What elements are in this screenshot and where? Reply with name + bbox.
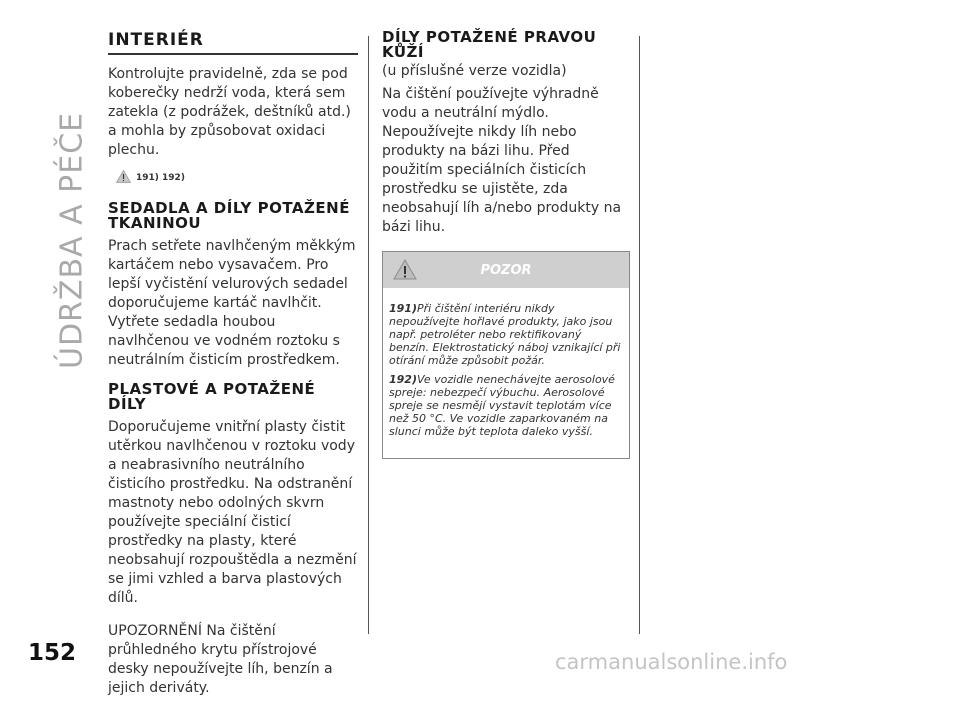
footer-watermark: carmanualsonline.info <box>555 650 788 674</box>
intro-paragraph: Kontrolujte pravidelně, zda se pod koberečky nedrží voda, která sem zatekla (z podrážek, deštníků atd.) a mohla by způsobovat oxidaci plechu. <box>108 66 351 158</box>
left-column <box>108 30 358 706</box>
warning-box <box>382 251 630 459</box>
warning-box-title: POZOR <box>480 262 532 278</box>
seats-paragraph-2: Vytřete sedadla houbou navlhčenou ve vodném roztoku s neutrálním čisticím prostředkem. <box>108 314 340 368</box>
warning-reference-text: 191) 192) <box>136 172 185 183</box>
warning-triangle-icon <box>116 168 131 187</box>
warning-box-body <box>383 288 629 458</box>
leather-subtitle: (u příslušné verze vozidla) <box>382 63 567 79</box>
note-item: 191)Při čištění interiéru nikdy nepoužívejte hořlavé produkty, jako jsou např. petroléter nebo rektifikovaný benzín. Elektrostatický náboj vznikající při otírání může způsobit požár. <box>389 302 621 367</box>
column-divider-right <box>639 36 640 634</box>
section-title-vertical: ÚDRŽBA A PÉČE <box>54 111 90 369</box>
heading-seats: SEDADLA A DÍLY POTAŽENÉ TKANINOU <box>108 199 350 232</box>
plastic-paragraph-1: Doporučujeme vnitřní plasty čistit utěrkou navlhčenou v roztoku vody a neabrasivního neutrálního čisticího prostředku. Na odstranění mastnoty nebo odolných skvrn používejte speciální čisticí prostředky na plasty, které neobsahují rozpouštědla a nezmění se jimi vzhled a barva plastových dílů. <box>108 419 357 606</box>
right-column <box>382 30 630 459</box>
warning-triangle-icon <box>393 259 417 284</box>
heading-plastic: PLASTOVÉ A POTAŽENÉ DÍLY <box>108 380 316 413</box>
plastic-paragraph-2: UPOZORNĚNÍ Na čištění průhledného krytu přístrojové desky nepoužívejte líh, benzín a jejich deriváty. <box>108 623 333 696</box>
seats-paragraph-1: Prach setřete navlhčeným měkkým kartáčem nebo vysavačem. Pro lepší vyčistění velurových sedadel doporučujeme kartáč navlhčit. <box>108 238 356 311</box>
page-number: 152 <box>28 640 77 666</box>
warning-reference <box>116 168 358 187</box>
leather-paragraph: Na čištění používejte výhradně vodu a neutrální mýdlo. Nepoužívejte nikdy líh nebo produkty na bázi lihu. Před použitím speciálních čisticích prostředku se ujistěte, zda neobsahují líh a/nebo produkty na bázi lihu. <box>382 86 622 235</box>
heading-leather: DÍLY POTAŽENÉ PRAVOU KŮŽÍ <box>382 28 597 61</box>
note-item: 192)Ve vozidle nenechávejte aerosolové spreje: nebezpečí výbuchu. Aerosolové spreje se nesmějí vystavit teplotám více než 50 °C. Ve vozidle zaparkovaném na slunci může být teplota daleko vyšší. <box>389 373 615 438</box>
heading-interior: INTERIÉR <box>108 30 358 55</box>
warning-box-header <box>383 252 629 288</box>
column-divider <box>368 36 369 634</box>
